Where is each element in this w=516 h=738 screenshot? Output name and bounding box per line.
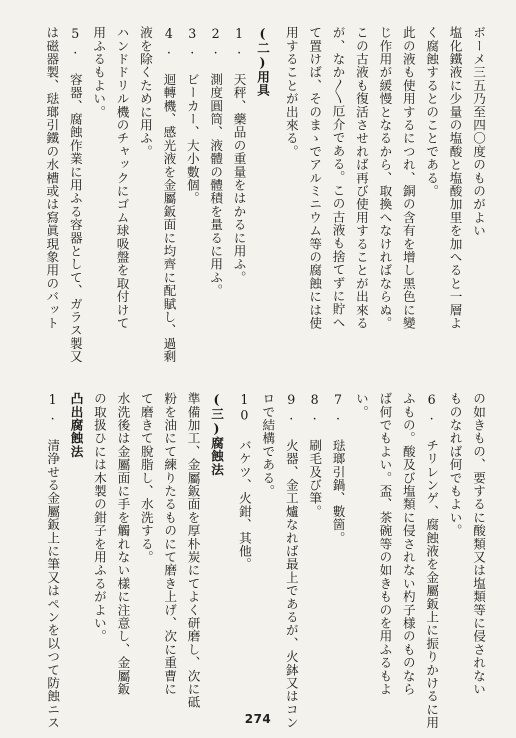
text-column: 塩化鐵液に少量の塩酸と塩酸加里を加へると一層よ xyxy=(447,26,463,330)
paragraph-line: 準備加工、金屬鈑面を厚朴炭にてよく研磨し、次に砥 xyxy=(185,392,201,709)
list-item: 10 バケツ、火鉗、其他。 xyxy=(236,392,252,571)
paragraph-line: の取扱ひには木製の鉗子を用ふるがよい。 xyxy=(91,392,107,643)
list-item-continuation: 用ふるもよい。 xyxy=(91,26,107,119)
list-item: 1. 天秤、藥品の重量をはかるに用ふ。 xyxy=(231,26,247,284)
text-column: この古液も復活させれば再び使用することが出來る xyxy=(353,26,369,330)
paragraph-line: て磨きて脫脂し、水洗する。 xyxy=(138,392,154,564)
text-column: 此の液も使用するにつれ、銅の含有を增し黑色に變 xyxy=(400,26,416,330)
list-item: 9. 火器、金工爐なれば最上であるが、火鉢又はコン xyxy=(283,392,299,730)
upper-left-text-block xyxy=(38,26,274,364)
subsection-heading-relief-etching: 凸出腐蝕法 xyxy=(68,392,84,458)
list-item: 1. 清浄せる金屬鈑上に筆又はペンを以つて防蝕ニス xyxy=(45,392,61,730)
lower-left-text-block xyxy=(38,392,228,730)
list-item: 4. 迴轉機、感光液を金屬鈑面に均齊に配賦し、過剩 xyxy=(161,26,177,364)
list-item-continuation: い。 xyxy=(353,392,369,419)
text-column: じ作用が緩慢となるから、取換へなければならぬ。 xyxy=(377,26,393,330)
section-heading-etching: (三)腐蝕法 xyxy=(209,392,224,476)
list-item: 8. 刷毛及び筆。 xyxy=(307,392,323,518)
section-heading-tools: (二)用具 xyxy=(255,26,270,97)
list-item: 3. ビーカー、大小數個。 xyxy=(184,26,200,205)
text-column: て置けば、そのまゝでアルミニウム等の腐蝕には使 xyxy=(307,26,323,330)
list-item-continuation: の如きもの、要するに酸類又は塩類等に侵されない xyxy=(471,392,486,696)
list-item: 2. 測度圓筒、液體の體積を量るに用ふ。 xyxy=(208,26,224,298)
list-item: 6. チリレンゲ、腐蝕液を金屬鈑上に振りかけるに用 xyxy=(424,392,440,730)
page-number: 274 xyxy=(244,712,272,726)
list-item: 5. 容器、腐蝕作業に用ふる容器として、ガラス製又 xyxy=(67,26,83,364)
upper-right-text-block xyxy=(274,26,490,330)
list-item-continuation: 液を除くために用ふ。 xyxy=(137,26,153,158)
list-item-continuation: ものなれば何でもよい。 xyxy=(447,392,463,538)
list-item: 7. 琺瑯引鍋、數箇。 xyxy=(330,392,346,545)
text-column: ボーメ三五乃至四〇度のものがよい xyxy=(471,26,486,238)
list-item-continuation: ハンドドリル機のチャックにゴム球吸盤を取付けて xyxy=(114,26,130,330)
list-item-continuation: ふもの。酸及び塩類に侵されない杓子様のものなら xyxy=(400,392,416,696)
text-column: く腐蝕するとのことである。 xyxy=(424,26,440,198)
list-item-continuation: ば何でもよい。盃、茶碗等の如きものを用ふるもよ xyxy=(377,392,393,696)
list-item-continuation: ロで結構である。 xyxy=(260,392,276,498)
paragraph-line: 水洗後は金屬面に手を觸れない樣に注意し、金屬鈑 xyxy=(115,392,131,696)
paragraph-line: 粉を油にて練りたるものにて磨き上げ、次に重曹に xyxy=(162,392,178,696)
text-column: 用することが出來る。 xyxy=(283,26,299,158)
text-column: が、なか〳〵厄介である。この古液も捨てずに貯へ xyxy=(330,26,346,329)
list-item-continuation: は磁器製、琺瑯引鐵の水槽或は寫眞現象用のバット xyxy=(44,26,60,330)
